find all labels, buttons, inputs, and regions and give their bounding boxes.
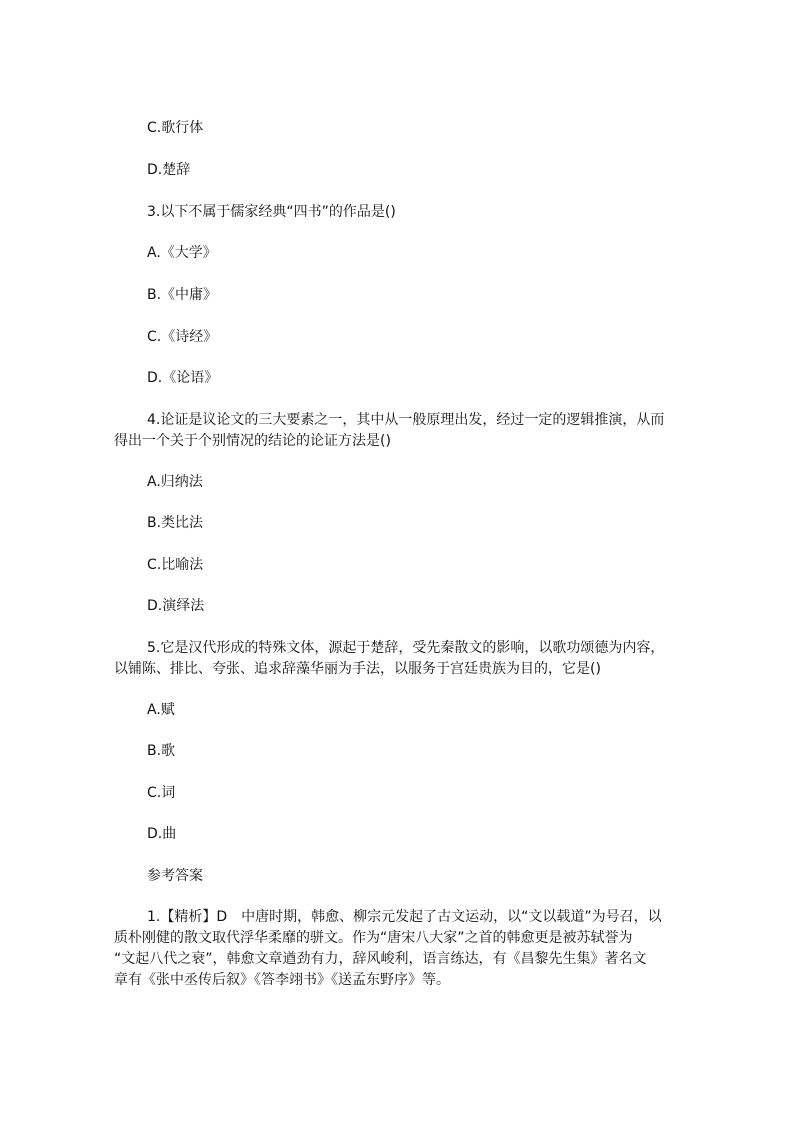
- option-d: D.《论语》: [147, 370, 219, 386]
- option-c: C.词: [147, 785, 176, 801]
- option-d: D.楚辞: [147, 162, 191, 178]
- answer-1: 1.【精析】D 中唐时期，韩愈、柳宗元发起了古文运动，以“文以载道”为号召，以: [147, 909, 662, 925]
- option-b: B.歌: [147, 743, 176, 759]
- answer-1: “文起八代之衰”，韩愈文章遒劲有力，辞风峻利，语言练达，有《昌黎先生集》著名文: [114, 951, 647, 967]
- option-a: A.《大学》: [147, 245, 217, 261]
- question-4-stem: 得出一个关于个别情况的结论的论证方法是(): [114, 433, 391, 449]
- question-5-stem: 5.它是汉代形成的特殊文体，源起于楚辞，受先秦散文的影响，以歌功颂德为内容，: [147, 640, 665, 656]
- question-4-stem: 4.论证是议论文的三大要素之一，其中从一般原理出发，经过一定的逻辑推演，从而: [147, 412, 665, 428]
- option-a: A.归纳法: [147, 474, 203, 490]
- option-c: C.歌行体: [147, 120, 204, 136]
- option-d: D.演绎法: [147, 598, 205, 614]
- answers-heading: 参考答案: [147, 868, 203, 884]
- option-b: B.类比法: [147, 515, 204, 531]
- answer-1: 质朴刚健的散文取代浮华柔靡的骈文。作为“唐宋八大家”之首的韩愈更是被苏轼誉为: [114, 930, 633, 946]
- option-c: C.《诗经》: [147, 329, 218, 345]
- question-5-stem: 以铺陈、排比、夸张、追求辞藻华丽为手法，以服务于宫廷贵族为目的，它是(): [114, 661, 601, 677]
- answer-1: 章有《张中丞传后叙》《答李翊书》《送孟东野序》等。: [114, 972, 450, 988]
- question-3-stem: 3.以下不属于儒家经典“四书”的作品是(): [147, 204, 396, 220]
- option-b: B.《中庸》: [147, 287, 218, 303]
- option-d: D.曲: [147, 826, 177, 842]
- option-a: A.赋: [147, 702, 175, 718]
- option-c: C.比喻法: [147, 557, 204, 573]
